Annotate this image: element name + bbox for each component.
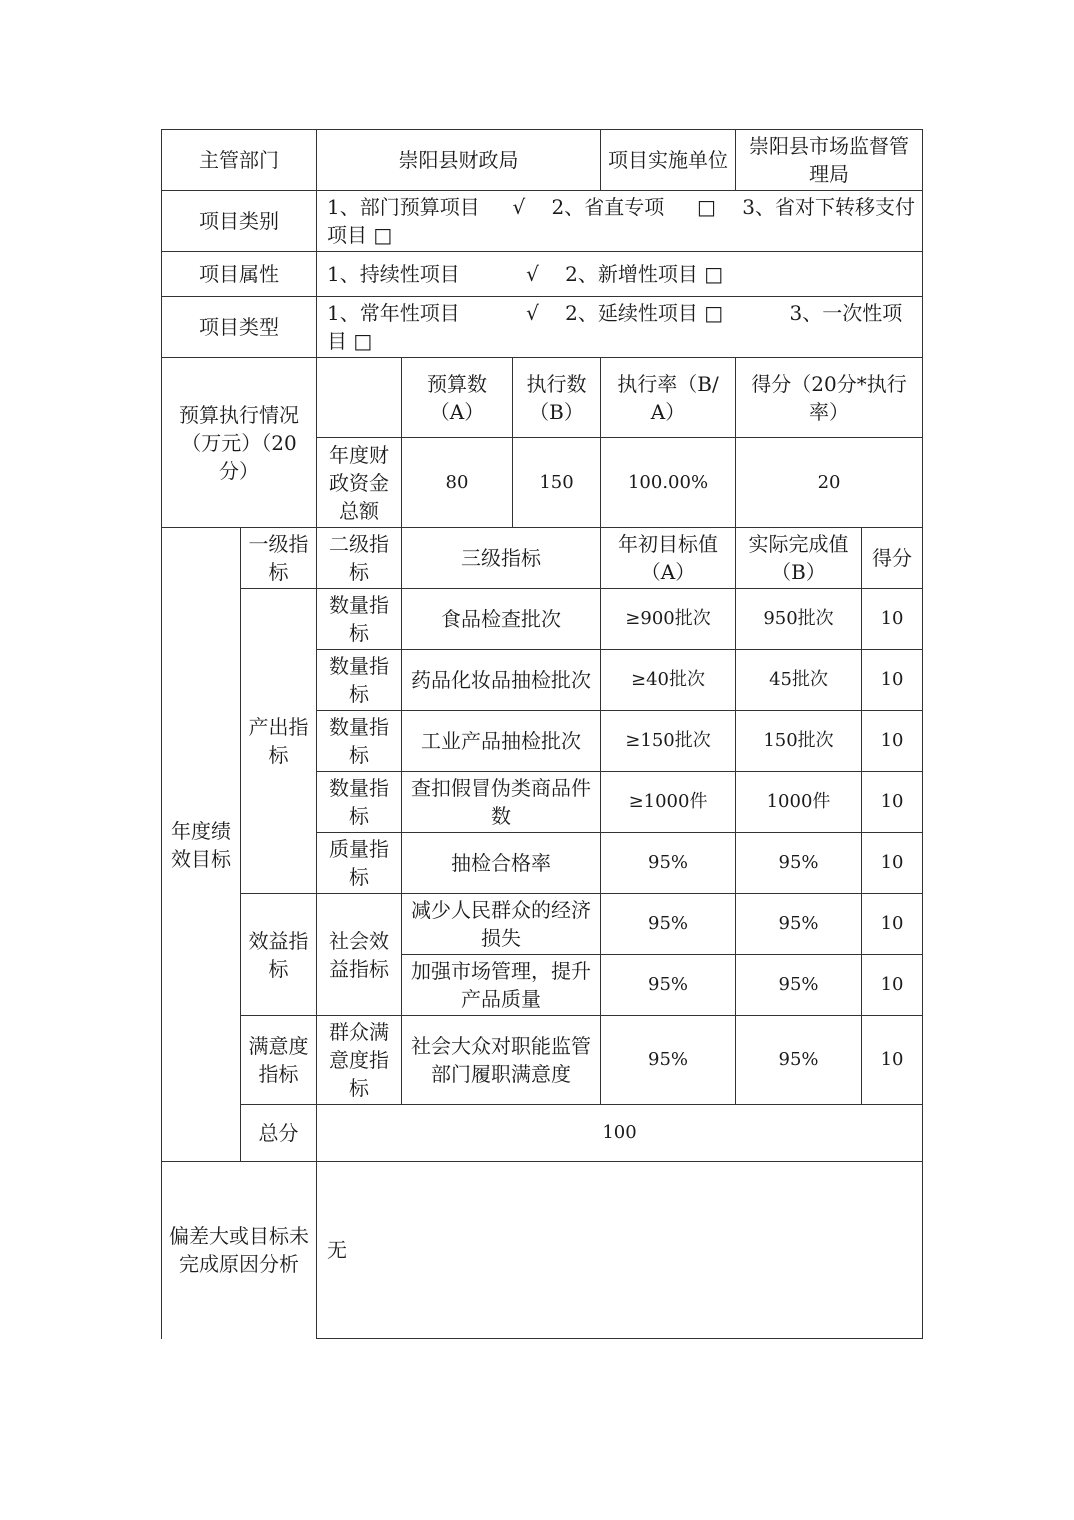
target-cell: ≥900批次 xyxy=(601,589,736,650)
actual-cell: 95% xyxy=(736,833,862,894)
budget-blank-cell xyxy=(317,358,402,438)
group-benefit: 效益指标 xyxy=(241,894,317,1016)
score-cell: 10 xyxy=(862,772,923,833)
target-cell: ≥1000件 xyxy=(601,772,736,833)
score-cell: 10 xyxy=(862,711,923,772)
total-label: 总分 xyxy=(241,1105,317,1162)
level2-cell: 数量指标 xyxy=(317,711,402,772)
level3-cell: 食品检查批次 xyxy=(402,589,601,650)
col-actual: 实际完成值（B） xyxy=(736,528,862,589)
col-budget: 预算数（A） xyxy=(402,358,513,438)
level2-cell: 数量指标 xyxy=(317,589,402,650)
actual-cell: 150批次 xyxy=(736,711,862,772)
level2-cell: 数量指标 xyxy=(317,650,402,711)
rate-value: 100.00% xyxy=(601,438,736,528)
score-cell: 10 xyxy=(862,650,923,711)
col-score: 得分（20分*执行率） xyxy=(736,358,923,438)
actual-cell: 45批次 xyxy=(736,650,862,711)
unit-label: 项目实施单位 xyxy=(601,130,736,191)
level2-cell: 数量指标 xyxy=(317,772,402,833)
dept-value: 崇阳县财政局 xyxy=(317,130,601,191)
type-label: 项目类型 xyxy=(162,297,317,358)
score-cell: 10 xyxy=(862,955,923,1016)
table-row xyxy=(162,589,923,650)
score-cell: 10 xyxy=(862,833,923,894)
col-target: 年初目标值（A） xyxy=(601,528,736,589)
col-goal-score: 得分 xyxy=(862,528,923,589)
col-rate: 执行率（B/A） xyxy=(601,358,736,438)
type-text: 1、常年性项目 √ 2、延续性项目 □ 3、一次性项目 □ xyxy=(317,297,923,358)
level3-cell: 工业产品抽检批次 xyxy=(402,711,601,772)
budget-label: 预算执行情况（万元）（20分） xyxy=(162,358,317,528)
score-value: 20 xyxy=(736,438,923,528)
deviation-label: 偏差大或目标未完成原因分析 xyxy=(162,1162,317,1339)
level2-cell: 群众满意度指标 xyxy=(317,1016,402,1105)
table-row xyxy=(162,894,923,955)
target-cell: 95% xyxy=(601,894,736,955)
exec-value: 150 xyxy=(513,438,601,528)
deviation-value: 无 xyxy=(317,1162,923,1339)
col-level2: 二级指标 xyxy=(317,528,402,589)
level2-cell: 社会效益指标 xyxy=(317,894,402,1016)
performance-table xyxy=(161,129,923,1339)
goals-label: 年度绩效目标 xyxy=(162,528,241,1162)
level3-cell: 加强市场管理，提升产品质量 xyxy=(402,955,601,1016)
level2-cell: 质量指标 xyxy=(317,833,402,894)
attribute-text: 1、持续性项目 √ 2、新增性项目 □ xyxy=(317,252,923,297)
table-row xyxy=(162,1016,923,1105)
actual-cell: 95% xyxy=(736,955,862,1016)
attribute-label: 项目属性 xyxy=(162,252,317,297)
category-label: 项目类别 xyxy=(162,191,317,252)
unit-value: 崇阳县市场监督管理局 xyxy=(736,130,923,191)
actual-cell: 1000件 xyxy=(736,772,862,833)
target-cell: 95% xyxy=(601,833,736,894)
target-cell: 95% xyxy=(601,955,736,1016)
group-output: 产出指标 xyxy=(241,589,317,894)
category-text: 1、部门预算项目 √ 2、省直专项 □ 3、省对下转移支付项目 □ xyxy=(317,191,923,252)
target-cell: ≥150批次 xyxy=(601,711,736,772)
level3-cell: 查扣假冒伪类商品件数 xyxy=(402,772,601,833)
level3-cell: 减少人民群众的经济损失 xyxy=(402,894,601,955)
score-cell: 10 xyxy=(862,1016,923,1105)
target-cell: ≥40批次 xyxy=(601,650,736,711)
group-satisfaction: 满意度指标 xyxy=(241,1016,317,1105)
dept-label: 主管部门 xyxy=(162,130,317,191)
col-level1: 一级指标 xyxy=(241,528,317,589)
col-exec: 执行数（B） xyxy=(513,358,601,438)
total-value: 100 xyxy=(317,1105,923,1162)
level3-cell: 抽检合格率 xyxy=(402,833,601,894)
col-level3: 三级指标 xyxy=(402,528,601,589)
score-cell: 10 xyxy=(862,589,923,650)
budget-value: 80 xyxy=(402,438,513,528)
score-cell: 10 xyxy=(862,894,923,955)
budget-row-label: 年度财政资金总额 xyxy=(317,438,402,528)
actual-cell: 950批次 xyxy=(736,589,862,650)
level3-cell: 社会大众对职能监管部门履职满意度 xyxy=(402,1016,601,1105)
target-cell: 95% xyxy=(601,1016,736,1105)
actual-cell: 95% xyxy=(736,1016,862,1105)
level3-cell: 药品化妆品抽检批次 xyxy=(402,650,601,711)
actual-cell: 95% xyxy=(736,894,862,955)
